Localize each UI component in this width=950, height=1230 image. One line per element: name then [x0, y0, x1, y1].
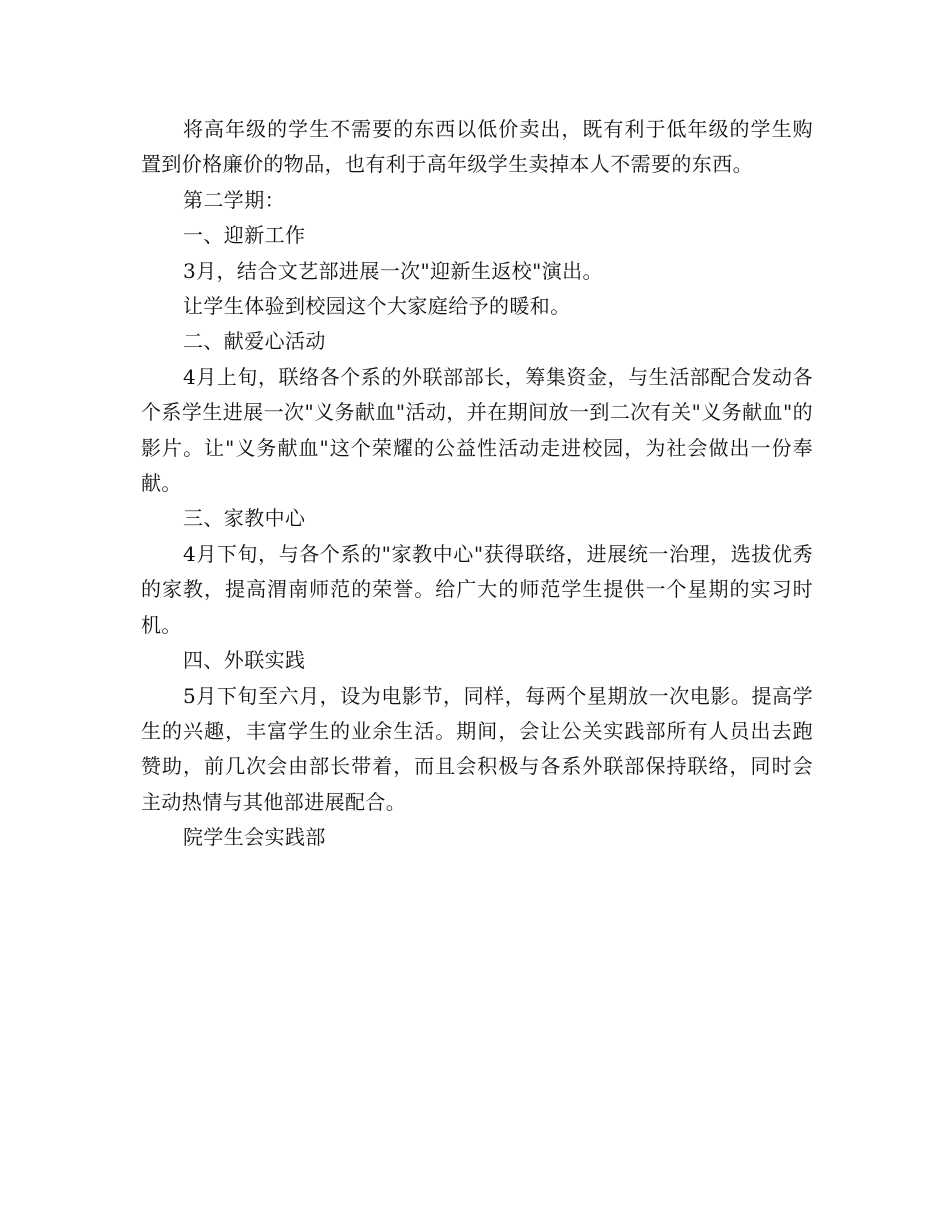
document-body: [141, 112, 813, 856]
paragraph-may-film-festival: 5月下旬至六月，设为电影节，同样，每两个星期放一次电影。提高学生的兴趣，丰富学生的业余生活。期间，会让公关实践部所有人员出去跑赞助，前几次会由部长带着，而且会积极与各系外联部保持联络，同时会主动热情与其他部进展配合。: [141, 683, 813, 814]
heading-second-semester: 第二学期：: [183, 187, 285, 212]
paragraph-campus-warmth: 让学生体验到校园这个大家庭给予的暖和。: [183, 294, 571, 319]
paragraph-april-tutoring: 4月下旬，与各个系的"家教中心"获得联络，进展统一治理，选拔优秀的家教，提高渭南师范的荣誉。给广大的师范学生提供一个星期的实习时机。: [141, 541, 813, 637]
paragraph-sale-items: 将高年级的学生不需要的东西以低价卖出，既有利于低年级的学生购置到价格廉价的物品，也有利于高年级学生卖掉本人不需要的东西。: [141, 117, 813, 177]
signature-department: 院学生会实践部: [183, 825, 326, 850]
heading-tutoring-center: 三、家教中心: [183, 506, 306, 531]
heading-charity-activity: 二、献爱心活动: [183, 329, 326, 354]
paragraph-april-blood-donation: 4月上旬，联络各个系的外联部部长，筹集资金，与生活部配合发动各个系学生进展一次"义务献血"活动，并在期间放一到二次有关"义务献血"的影片。让"义务献血"这个荣耀的公益性活动走进校园，为社会做出一份奉献。: [141, 364, 813, 496]
paragraph-march-performance: 3月，结合文艺部进展一次"迎新生返校"演出。: [183, 258, 603, 283]
heading-external-practice: 四、外联实践: [183, 648, 306, 673]
heading-welcome-work: 一、迎新工作: [183, 223, 306, 248]
